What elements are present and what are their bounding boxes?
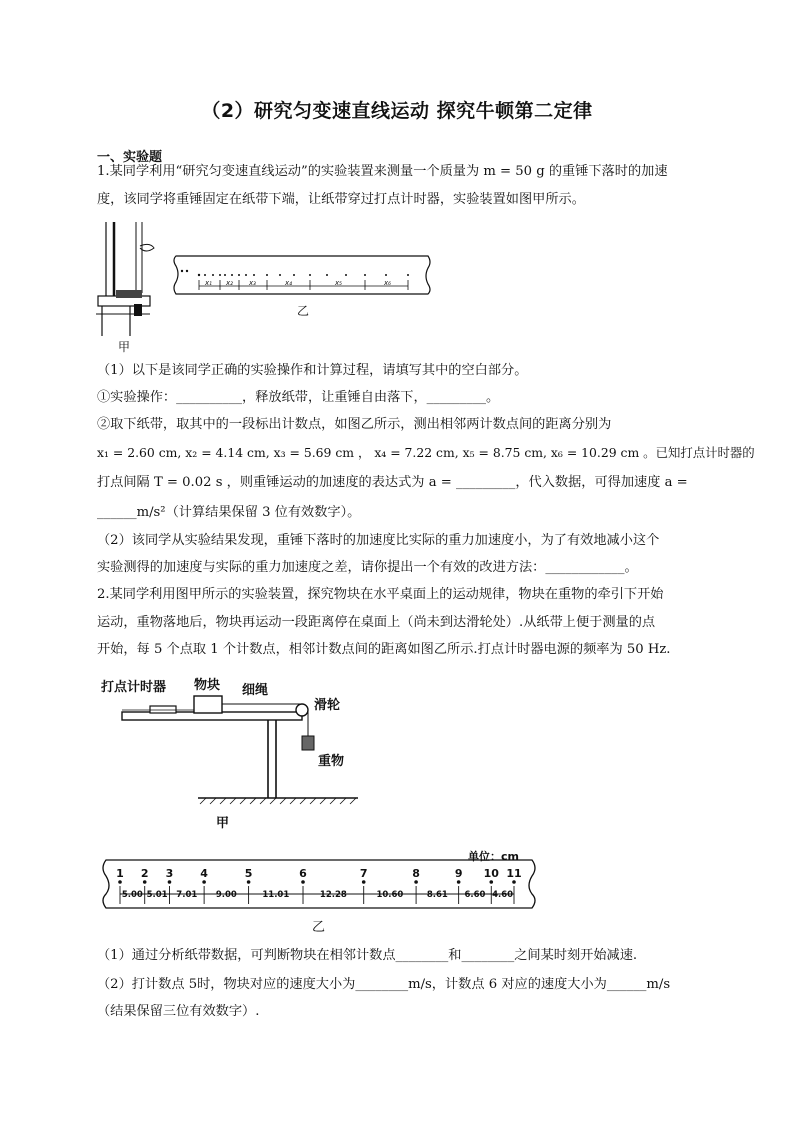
q1-distances: x₁ = 2.60 cm, x₂ = 4.14 cm, x₃ = 5.69 cm ， x₄ = 7.22 cm, x₅ = 8.75 cm, x₆ = 10.29 cm 。已知打点计时器的: [97, 445, 755, 460]
tape-label-x6: x₆: [384, 279, 391, 287]
figure-label-jia: 甲: [118, 340, 131, 354]
tape-point: [168, 880, 172, 884]
label-pulley: 滑轮: [314, 698, 341, 713]
figure-q2-apparatus: [100, 670, 370, 830]
tape-point: [118, 880, 122, 884]
tape-point: [301, 880, 305, 884]
tape-label-x5: x₅: [335, 279, 342, 287]
label-timer: 打点计时器: [101, 680, 167, 695]
q2-text-line-1: 2.某同学利用图甲所示的实验装置，探究物块在水平桌面上的运动规律，物块在重物的牵引下开始: [97, 587, 664, 602]
q2-note: （结果保留三位有效数字）.: [97, 1004, 260, 1019]
figure-q2-tape: [100, 848, 540, 938]
tape-point-number: 6: [299, 867, 307, 880]
tape-distance-label: 6.60: [464, 890, 486, 900]
tape-point-number: 1: [116, 867, 124, 880]
q1-text-line-1: 1.某同学利用“研究匀变速直线运动”的实验装置来测量一个质量为 m = 50 g 的重锤下落时的加速: [97, 164, 668, 179]
tape-distance-label: 5.00: [121, 890, 143, 900]
q2-part2: （2）打计数点 5时，物块对应的速度大小为________m/s，计数点 6 对应的速度大小为______m/s: [97, 977, 671, 992]
tape-point-number: 4: [200, 867, 208, 880]
label-jia: 甲: [216, 816, 230, 831]
tape-unit: 单位：cm: [468, 850, 519, 863]
tape-point: [362, 880, 366, 884]
page-title: （2）研究匀变速直线运动 探究牛顿第二定律: [201, 100, 593, 122]
tape-point-number: 2: [140, 867, 149, 880]
q1-part1: （1）以下是该同学正确的实验操作和计算过程，请填写其中的空白部分。: [97, 363, 528, 378]
label-yi: 乙: [312, 920, 326, 935]
tape-point-number: 3: [165, 867, 174, 880]
tape-label-x4: x₄: [285, 279, 292, 287]
figure-q1-apparatus: [96, 218, 166, 353]
tape-point: [143, 880, 147, 884]
section-heading: 一、实验题: [97, 150, 163, 165]
tape-distance-label: 4.60: [492, 890, 514, 900]
tape-distance-label: 10.60: [376, 890, 404, 900]
label-rope: 细绳: [242, 683, 269, 698]
tape-point-number: 11: [506, 867, 522, 880]
tape-point-number: 10: [483, 867, 499, 880]
q2-text-line-2: 运动，重物落地后，物块再运动一段距离停在桌面上（尚未到达滑轮处）.从纸带上便于测量的点: [97, 615, 656, 630]
figure-label-yi: 乙: [297, 304, 310, 318]
q2-part1: （1）通过分析纸带数据，可判断物块在相邻计数点________和________之间某时刻开始减速.: [97, 948, 638, 963]
tape-point-number: 8: [412, 867, 420, 880]
tape-label-x1: x₁: [205, 279, 212, 287]
q1-step1: ①实验操作：__________，释放纸带，让重锤自由落下，_________。: [97, 390, 500, 405]
tape-distance-label: 11.01: [262, 890, 290, 900]
tape-distance-label: 12.28: [319, 890, 347, 900]
tape-point: [512, 880, 516, 884]
tape-point-number: 9: [454, 867, 463, 880]
q1-text-line-2: 度，该同学将重锤固定在纸带下端，让纸带穿过打点计时器，实验装置如图甲所示。: [97, 192, 585, 207]
tape-point-number: 5: [244, 867, 253, 880]
tape-point-number: 7: [359, 867, 368, 880]
tape-point: [247, 880, 251, 884]
q1-step2: ②取下纸带，取其中的一段标出计数点，如图乙所示，测出相邻两计数点间的距离分别为: [97, 417, 612, 432]
tape-point: [489, 880, 493, 884]
label-block: 物块: [194, 678, 221, 693]
figure-q1-tape: [170, 250, 434, 320]
tape-distance-label: 9.00: [215, 890, 237, 900]
tape-label-x3: x₃: [249, 279, 256, 287]
tape-label-x2: x₂: [226, 279, 233, 287]
q1-formula: 打点间隔 T = 0.02 s ，则重锤运动的加速度的表达式为 a = _________，代入数据，可得加速度 a =: [97, 475, 688, 490]
q2-text-line-3: 开始，每 5 个点取 1 个计数点，相邻计数点间的距离如图乙所示.打点计时器电源的频率为 50 Hz.: [97, 642, 671, 657]
label-weight: 重物: [318, 754, 345, 769]
tape-point: [202, 880, 206, 884]
q1-answer-unit: ______m/s²（计算结果保留 3 位有效数字）。: [97, 505, 361, 520]
tape-distance-label: 5.01: [146, 890, 168, 900]
tape-point: [414, 880, 418, 884]
tape-point: [457, 880, 461, 884]
tape-distance-label: 7.01: [176, 890, 198, 900]
q1-part2-line2: 实验测得的加速度与实际的重力加速度之差，请你提出一个有效的改进方法：____________。: [97, 560, 638, 575]
tape-distance-label: 8.61: [426, 890, 448, 900]
q1-part2-line1: （2）该同学从实验结果发现，重锤下落时的加速度比实际的重力加速度小，为了有效地减小这个: [97, 533, 660, 548]
